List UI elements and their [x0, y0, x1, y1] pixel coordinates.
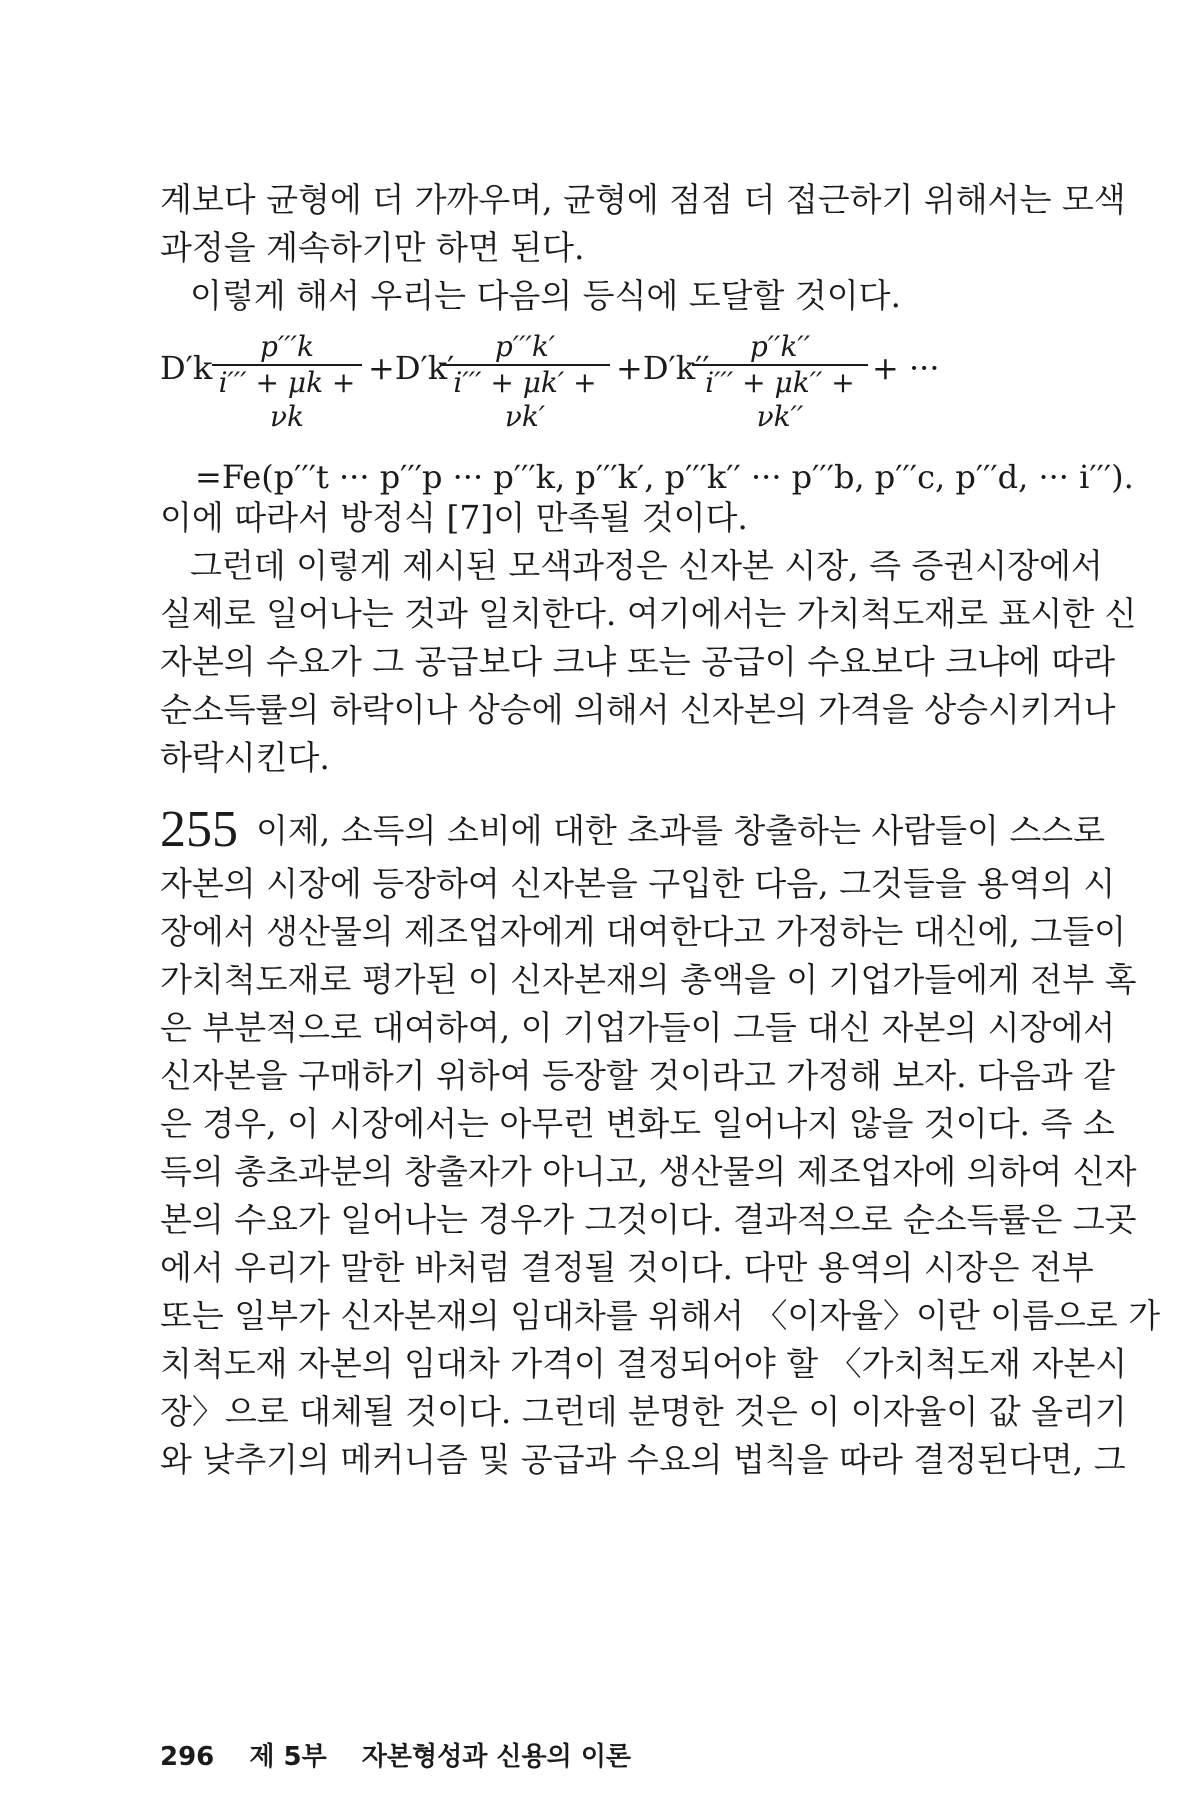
- equation-fraction-3: [692, 330, 868, 433]
- text-line: 장에서 생산물의 제조업자에게 대여한다고 가정하는 대신에, 그들이: [160, 912, 1127, 951]
- text-line: 순소득률의 하락이나 상승에 의해서 신자본의 가격을 상승시키거나: [160, 690, 1116, 729]
- text-line: 득의 총초과분의 창출자가 아니고, 생산물의 제조업자에 의하여 신자: [160, 1152, 1137, 1191]
- text-line: 본의 수요가 일어나는 경우가 그것이다. 결과적으로 순소득률은 그곳: [160, 1200, 1137, 1239]
- text-line: 치척도재 자본의 임대차 가격이 결정되어야 할 〈가치척도재 자본시: [160, 1344, 1128, 1383]
- text-line: 은 부분적으로 대여하여, 이 기업가들이 그들 대신 자본의 시장에서: [160, 1008, 1116, 1047]
- page-footer: [160, 1736, 657, 1773]
- equation-numerator: p′′′k′: [494, 330, 556, 363]
- text-line: 그런데 이렇게 제시된 모색과정은 신자본 시장, 즉 증권시장에서: [190, 546, 1103, 585]
- text-line: 실제로 일어나는 것과 일치한다. 여기에서는 가치척도재로 표시한 신: [160, 594, 1137, 633]
- equation-numerator: p′′′k: [260, 330, 314, 363]
- equation-numerator: p′′k′′: [749, 330, 811, 363]
- equation-denominator: i′′′ + μk + νk: [212, 364, 362, 400]
- equation-coefficient-1: D′k: [160, 349, 213, 387]
- text-line: 이에 따라서 방정식 [7]이 만족될 것이다.: [160, 498, 748, 537]
- section-number: 255: [160, 801, 238, 858]
- equation-fraction-1: [212, 330, 362, 433]
- text-line: 에서 우리가 말한 바처럼 결정될 것이다. 다만 용역의 시장은 전부: [160, 1248, 1094, 1287]
- text-line: 또는 일부가 신자본재의 임대차를 위해서 〈이자율〉이란 이름으로 가: [160, 1296, 1161, 1335]
- part-label: 제 5부: [249, 1742, 327, 1772]
- text-line: 자본의 수요가 그 공급보다 크냐 또는 공급이 수요보다 크냐에 따라: [160, 642, 1116, 681]
- equation-operator: + ···: [872, 349, 940, 387]
- text-line: 하락시킨다.: [160, 738, 330, 777]
- equation-operator: +D′k′: [368, 349, 455, 387]
- equation-right-hand-side: =Fe(p′′′t ··· p′′′p ··· p′′′k, p′′′k′, p′′′k′′ ··· p′′′b, p′′′c, p′′′d, ··· i′′′).: [195, 458, 1134, 496]
- text-line: 자본의 시장에 등장하여 신자본을 구입한 다음, 그것들을 용역의 시: [160, 864, 1116, 903]
- text-line: 과정을 계속하기만 하면 된다.: [160, 228, 585, 267]
- text-line: 이제, 소득의 소비에 대한 초과를 창출하는 사람들이 스스로: [256, 811, 1105, 850]
- equation-denominator: i′′′ + μk′′ + νk′′: [692, 364, 868, 400]
- text-line: 이렇게 해서 우리는 다음의 등식에 도달할 것이다.: [190, 276, 901, 315]
- section-first-line: [160, 801, 1105, 859]
- text-line: 계보다 균형에 더 가까우며, 균형에 점점 더 접근하기 위해서는 모색: [160, 180, 1126, 219]
- equation-fraction-2: [440, 330, 610, 433]
- text-line: 은 경우, 이 시장에서는 아무런 변화도 일어나지 않을 것이다. 즉 소: [160, 1104, 1115, 1143]
- equation-denominator: i′′′ + μk′ + νk′: [440, 364, 610, 400]
- text-line: 장〉으로 대체될 것이다. 그런데 분명한 것은 이 이자율이 값 올리기: [160, 1392, 1127, 1431]
- running-title: 자본형성과 신용의 이론: [361, 1742, 632, 1772]
- text-line: 와 낮추기의 메커니즘 및 공급과 수요의 법칙을 따라 결정된다면, 그: [160, 1440, 1126, 1479]
- equation-operator: +D′k′′: [616, 349, 710, 387]
- text-line: 가치척도재로 평가된 이 신자본재의 총액을 이 기업가들에게 전부 혹: [160, 960, 1137, 999]
- text-line: 신자본을 구매하기 위하여 등장할 것이라고 가정해 보자. 다음과 같: [160, 1056, 1116, 1095]
- page-number: 296: [160, 1742, 215, 1772]
